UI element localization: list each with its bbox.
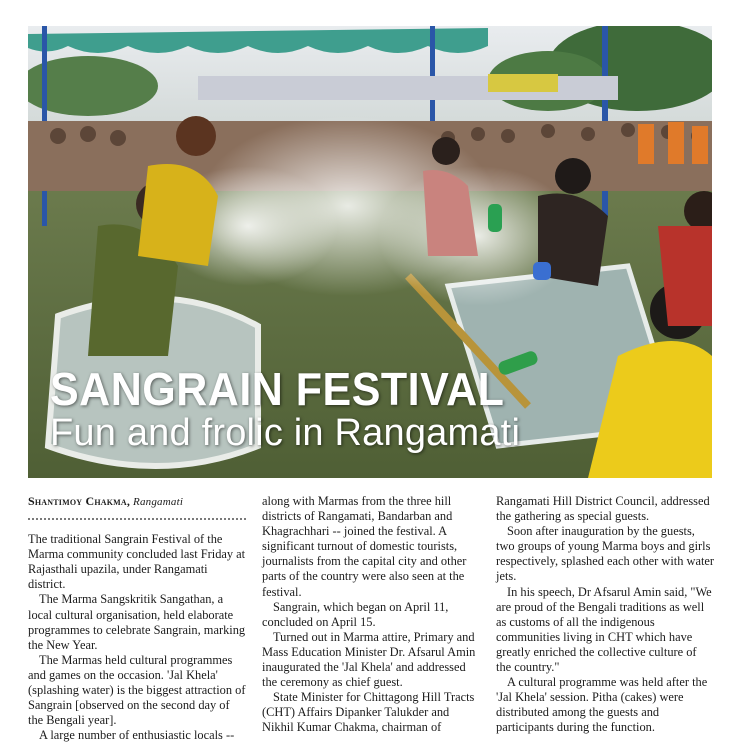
article-column-1: [28, 494, 246, 743]
paragraph: A cultural programme was held after the 'Jal Khela' session. Pitha (cakes) were distributed among the guests and participants during the function.: [496, 675, 708, 735]
byline-author: Shantimoy Chakma,: [28, 494, 131, 508]
paragraph: Soon after inauguration by the guests, two groups of young Marma boys and girls respectively, splashed each other with water jets.: [496, 524, 715, 584]
festival-photo: [28, 26, 712, 478]
byline-location: Rangamati: [133, 496, 184, 508]
paragraph: The Marma Sangskritik Sangathan, a local cultural organisation, held elaborate programmes to celebrate Sangrain, marking the New Year.: [28, 592, 246, 652]
paragraph: along with Marmas from the three hill districts of Rangamati, Bandarban and Khagrachhari -- joined the festival. A significant turnout of domestic tourists, journalists from the capital city and other parts of the country were also seen at the festival.: [262, 494, 467, 599]
paragraph: Turned out in Marma attire, Primary and Mass Education Minister Dr. Afsarul Amin inaugurated the 'Jal Khela' and addressed the ceremony as chief guest.: [262, 629, 476, 690]
paragraph: The traditional Sangrain Festival of the Marma community concluded last Friday at Rajasthali upazila, under Rangamati district.: [28, 532, 246, 592]
byline-divider: [28, 518, 246, 520]
subheadline: Fun and frolic in Rangamati: [50, 412, 521, 454]
paragraph: The Marmas held cultural programmes and games on the occasion. 'Jal Khela' (splashing water) is the biggest attraction of Sangrain [observed on the second day of the Bengali year].: [28, 652, 246, 728]
paragraph: In his speech, Dr Afsarul Amin said, "We are proud of the Bengali traditions as well as customs of all the indigenous communities living in CHT which have greatly enriched the collective culture of the country.": [496, 584, 712, 675]
paragraph: State Minister for Chittagong Hill Tracts (CHT) Affairs Dipanker Talukder and Nikhil Kumar Chakma, chairman of: [262, 690, 475, 735]
paragraph: Sangrain, which began on April 11, concluded on April 15.: [262, 599, 449, 629]
headline: SANGRAIN FESTIVAL: [50, 364, 505, 416]
paragraph: Rangamati Hill District Council, addressed the gathering as special guests.: [496, 494, 710, 524]
paragraph: A large number of enthusiastic locals --: [39, 728, 235, 743]
article-column-3: [496, 494, 714, 736]
byline: [28, 494, 246, 510]
article-column-2: [262, 494, 480, 736]
